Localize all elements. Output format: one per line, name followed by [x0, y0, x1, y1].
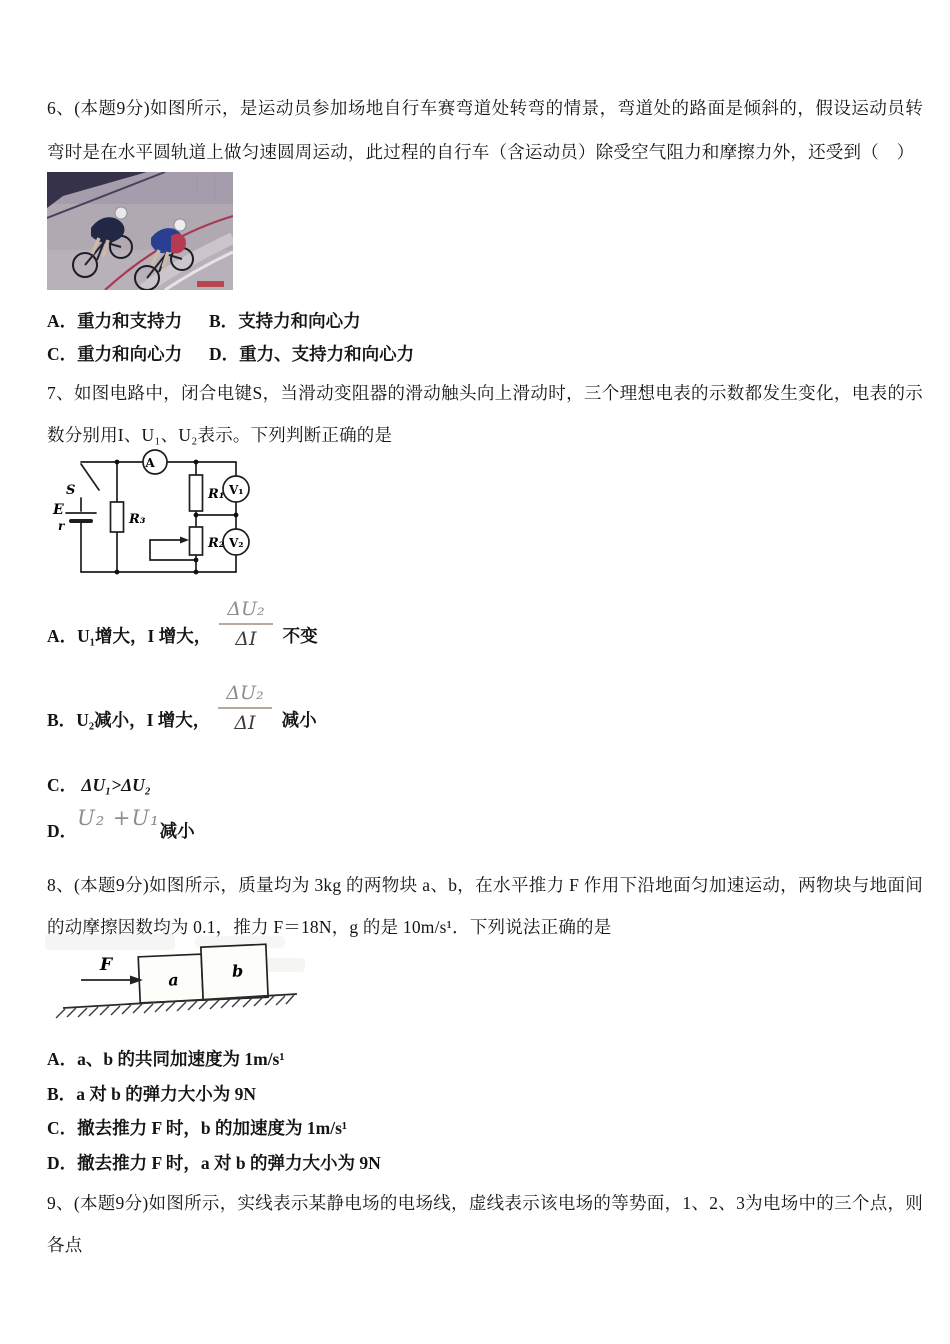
cyclists-photo: [47, 172, 233, 295]
fraction-numerator: ΔU₂: [219, 598, 272, 625]
question-9-text: 9、(本题9分)如图所示，实线表示某静电场的电场线，虚线表示该电场的等势面，1、2、3为电场中的三个点，则各点: [47, 1193, 923, 1255]
circuit-label-r2: R₂: [208, 536, 225, 551]
q7-option-c: [47, 772, 151, 797]
option-letter: C．: [47, 343, 78, 364]
fraction-delta-u2-over-delta-i: [219, 598, 272, 650]
circuit-label-emf: E: [53, 502, 64, 518]
option-text: 重力和向心力: [77, 343, 183, 364]
question-6-text: 6、(本题9分)如图所示，是运动员参加场地自行车赛弯道处转弯的情景，弯道处的路面是倾斜的，假设运动员转弯时是在水平圆轨道上做匀速圆周运动，此过程的自行车（含运动员）除受空气阻力和摩擦力外，还受到（ ）: [47, 98, 923, 162]
option-letter: C．: [47, 775, 78, 795]
fraction-denominator: ΔI: [235, 628, 257, 650]
q7-option-a: [47, 598, 318, 650]
force-f-label: F: [100, 955, 113, 975]
question-7-text: 7、如图电路中，闭合电键S，当滑动变阻器的滑动触头向上滑动时，三个理想电表的示数都发生变化，电表的示数分别用I、U₁、U₂表示。下列判断正确的是: [47, 383, 923, 445]
option-text: 重力、支持力和向心力: [239, 343, 415, 364]
fraction-denominator: ΔI: [234, 712, 256, 734]
voltmeter2-label: V₂: [229, 536, 244, 550]
q6-option-d: [209, 338, 414, 371]
option-text: a、b 的共同加速度为 1m/s¹: [77, 1049, 285, 1069]
option-letter: B．: [47, 1083, 77, 1104]
option-text: ΔU₁>ΔU₂: [81, 775, 151, 795]
option-letter: D．: [209, 343, 240, 364]
q6-option-c: [47, 338, 209, 371]
question-8-text: 8、(本题9分)如图所示，质量均为 3kg 的两物块 a、b，在水平推力 F 作用下沿地面匀加速运动，两物块与地面间的动摩擦因数均为 0.1，推力 F＝18N，g 的是 10m/s¹．下列说法正确的是: [47, 875, 923, 937]
question-8-options: [47, 1042, 381, 1180]
option-text: U₂减小，I 增大，: [76, 710, 211, 730]
option-letter: B．: [209, 311, 239, 331]
fraction-numerator: ΔU₂: [218, 682, 271, 709]
circuit-label-internal-resistance: r: [58, 519, 65, 533]
q8-option-c: [47, 1111, 381, 1146]
q8-option-b: [47, 1077, 381, 1112]
blocks-diagram: [45, 932, 315, 1045]
question-6-options: [47, 305, 414, 370]
option-text: 撤去推力 F 时，b 的加速度为 1m/s¹: [77, 1118, 348, 1138]
option-letter: C．: [47, 1118, 78, 1138]
option-text: 减小: [159, 821, 195, 841]
option-text: 不变: [282, 626, 318, 646]
ammeter-label: A: [145, 456, 155, 470]
q7-option-b: [47, 682, 317, 734]
q8-option-d: [47, 1146, 381, 1181]
circuit-label-switch: S: [66, 483, 76, 498]
circuit-label-r1: R₁: [208, 487, 225, 502]
option-letter: D．: [47, 821, 78, 841]
option-letter: A．: [47, 311, 78, 331]
option-letter: A．: [47, 1049, 78, 1069]
option-text: 重力和支持力: [77, 311, 183, 331]
option-text: 撤去推力 F 时，a 对 b 的弹力大小为 9N: [77, 1152, 381, 1173]
option-letter: D．: [47, 1152, 78, 1173]
circuit-label-r3: R₃: [129, 512, 146, 527]
option-text: 支持力和向心力: [238, 311, 361, 331]
q7-option-d: [47, 806, 195, 843]
voltmeter1-label: V₁: [229, 483, 244, 497]
circuit-diagram: [50, 448, 298, 599]
formula-u2-plus-u1: U₂ +U₁: [77, 806, 160, 830]
option-letter: B．: [47, 710, 77, 730]
q6-option-a: [47, 305, 209, 338]
q6-option-b: [209, 305, 414, 338]
option-text: 减小: [281, 710, 317, 730]
option-letter: A．: [47, 626, 78, 646]
block-b-label: b: [231, 961, 244, 981]
option-text: a 对 b 的弹力大小为 9N: [76, 1083, 257, 1104]
fraction-delta-u2-over-delta-i: [218, 682, 271, 734]
q8-option-a: [47, 1042, 381, 1077]
option-text: U₁增大，I 增大，: [77, 626, 212, 646]
block-a-label: a: [167, 970, 180, 990]
